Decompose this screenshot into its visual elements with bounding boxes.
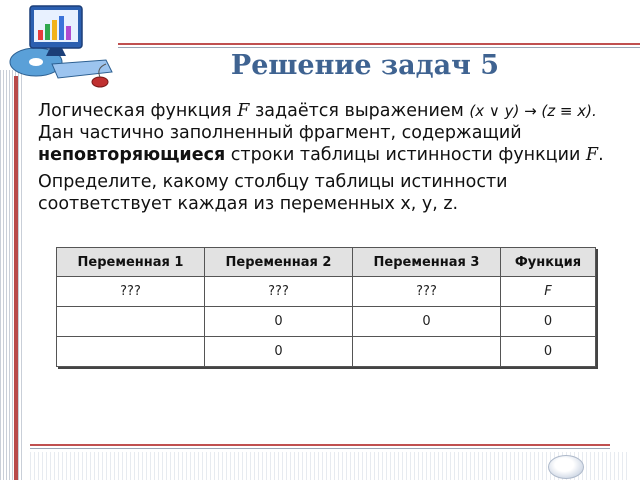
text-segment: Логическая функция: [38, 101, 238, 121]
table-cell: 0: [205, 307, 353, 337]
footer-divider-line-thin: [30, 448, 610, 449]
logic-expression: (x ∨ y) → (z ≡ x).: [469, 102, 597, 120]
table-cell: [57, 337, 205, 367]
slide-title: Решение задач 5: [230, 50, 500, 81]
table-row: [57, 337, 596, 367]
table-cell: 0: [501, 307, 596, 337]
table-cell: ???: [57, 277, 205, 307]
function-name: F: [585, 145, 599, 165]
table-cell: [57, 307, 205, 337]
column-header: Переменная 3: [353, 248, 501, 277]
computer-chart-icon: [2, 2, 114, 94]
task-paragraph-1: [38, 100, 608, 166]
truth-table: [56, 247, 596, 367]
table-cell: 0: [501, 337, 596, 367]
column-header: Переменная 1: [57, 248, 205, 277]
table-cell: 0: [353, 307, 501, 337]
table-cell: F: [501, 277, 596, 307]
table-cell: 0: [205, 337, 353, 367]
footer-decoration-stripes: [30, 452, 630, 480]
function-name: F: [237, 101, 250, 121]
table-row: [57, 277, 596, 307]
table-header-row: [57, 248, 596, 277]
task-paragraph-2: Определите, какому столбцу таблицы истинности соответствует каждая из переменных x, y, z.: [38, 172, 508, 214]
column-header: Переменная 2: [205, 248, 353, 277]
corner-decoration: [548, 455, 584, 479]
emphasis-word: неповторяющиеся: [38, 145, 226, 165]
table-row: [57, 307, 596, 337]
header-divider-line: [118, 43, 640, 45]
left-decoration-stripes: [0, 70, 22, 480]
table-cell: [353, 337, 501, 367]
task-text: [38, 100, 608, 240]
text-segment: задаётся выражением: [249, 101, 470, 121]
left-decoration-bar: [14, 76, 18, 480]
text-segment: Дан частично заполненный фрагмент, содержащий: [38, 123, 522, 143]
text-segment: .: [598, 145, 604, 165]
footer-divider-line: [30, 444, 610, 446]
table-cell: ???: [205, 277, 353, 307]
text-segment: строки таблицы истинности функции: [225, 145, 586, 165]
column-header: Функция: [501, 248, 596, 277]
table-cell: ???: [353, 277, 501, 307]
